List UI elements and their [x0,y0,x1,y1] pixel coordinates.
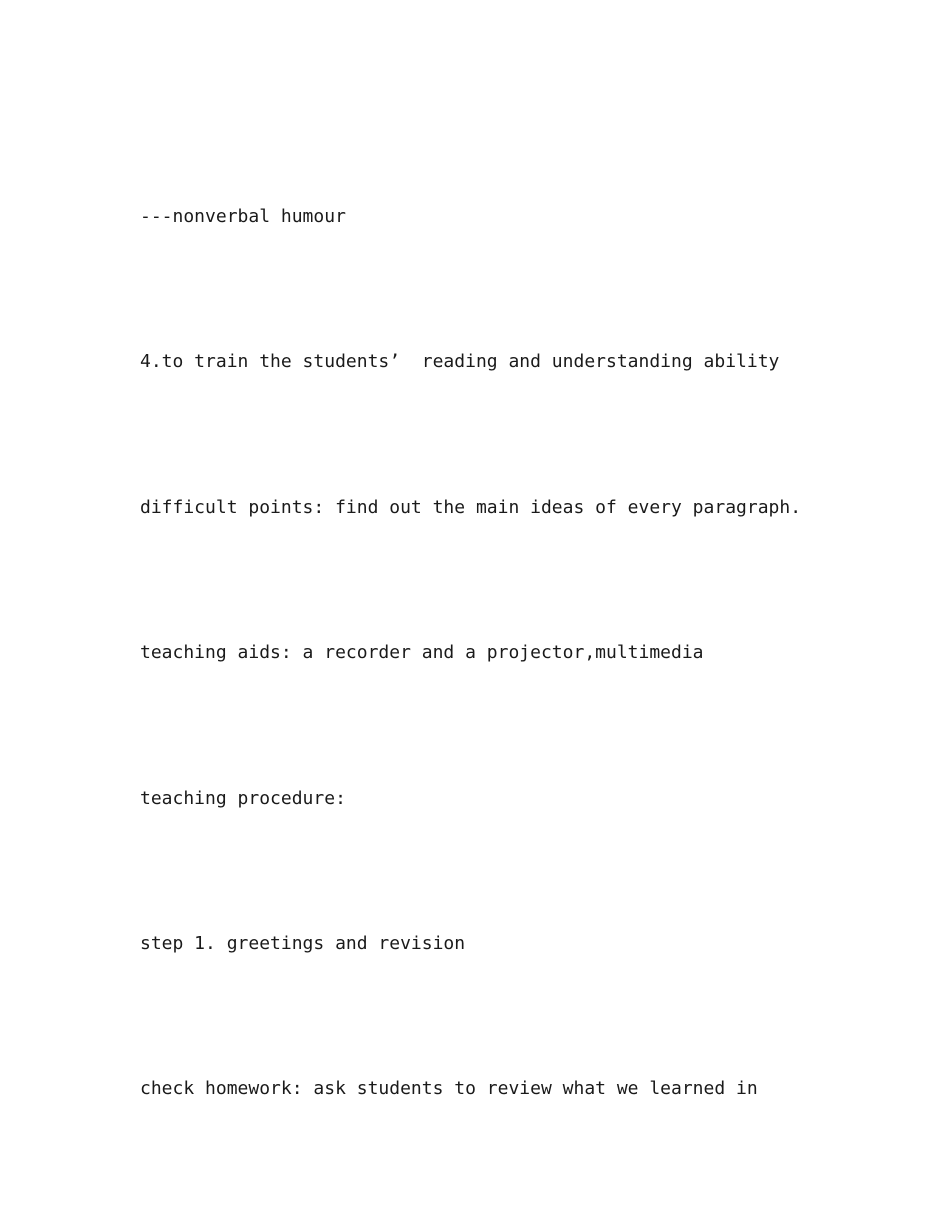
text-line-nonverbal-humour: ---nonverbal humour [140,206,346,227]
text-line-check-homework: check homework: ask students to review what we learned in [140,1078,758,1099]
text-line-objective-4: 4.to train the students’ reading and understanding ability [140,351,780,372]
text-line-teaching-aids: teaching aids: a recorder and a projector,multimedia [140,642,704,663]
text-line-difficult-points: difficult points: find out the main ideas of every paragraph. [140,497,802,518]
text-line-step-1: step 1. greetings and revision [140,933,466,954]
text-line-teaching-procedure: teaching procedure: [140,788,346,809]
